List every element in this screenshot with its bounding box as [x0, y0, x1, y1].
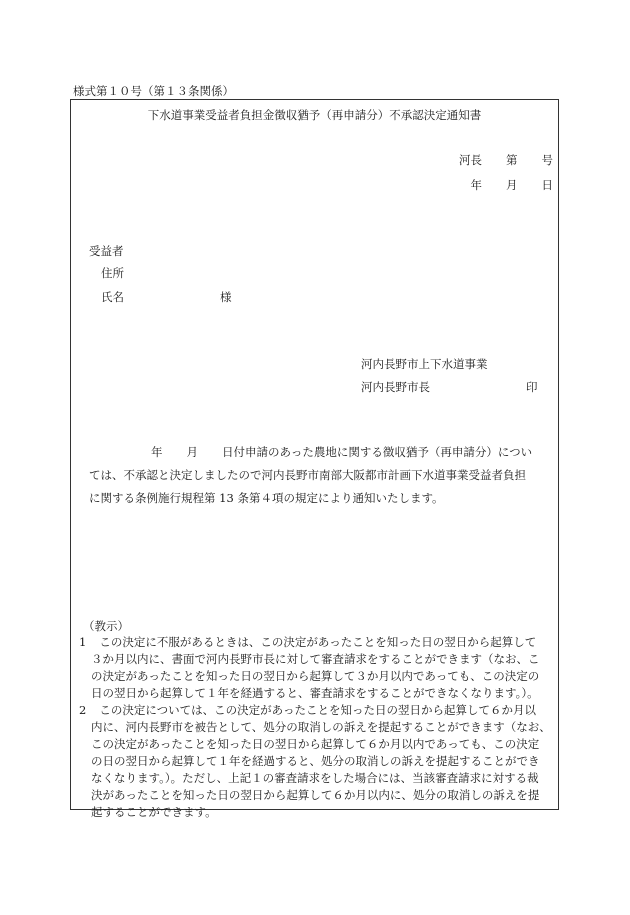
- body-text-line: に関する条例施行規程第 13 条第４項の規定により通知いたします。: [89, 491, 444, 505]
- issue-date-line: [471, 180, 554, 192]
- instruction-text-line: なくなります。）。ただし、上記１の審査請求をした場合には、当該審査請求に対する裁: [91, 771, 539, 785]
- doc-number-prefix: 河長: [459, 153, 482, 167]
- doc-number-line: [459, 155, 553, 167]
- doc-number-dai: 第: [506, 153, 518, 167]
- issue-date-month: 月: [506, 178, 518, 192]
- instruction-text-line: 起することができます。: [91, 805, 217, 819]
- instruction-text-line: 決があったことを知った日の翌日から起算して６か月以内に、処分の取消しの訴えを提: [91, 788, 540, 802]
- issuer-organization: 河内長野市上下水道事業: [361, 357, 488, 371]
- instruction-item-1: [79, 637, 536, 649]
- instruction-text-line: この決定に不服があるときは、この決定があったことを知った日の翌日から起算して: [99, 635, 537, 649]
- name-honorific: 様: [220, 290, 232, 304]
- instruction-text-line: この決定があったことを知った日の翌日から起算して６か月以内であっても、この決定: [91, 737, 540, 751]
- instruction-text-line: この決定については、この決定があったことを知った日の翌日から起算して６か月以: [99, 703, 536, 717]
- name-label: 氏名: [101, 290, 124, 304]
- body-text-line: ては、不承認と決定しましたので河内長野市南部大阪都市計画下水道事業受益者負担: [89, 468, 526, 482]
- issuer-mayor: 河内長野市長: [361, 380, 430, 394]
- instruction-item-number: 2: [79, 703, 87, 717]
- body-month: 月: [186, 445, 198, 459]
- instruction-text-line: の決定があったことを知った日の翌日から起算して３か月以内であっても、この決定の: [91, 669, 540, 683]
- instruction-text-line: 日の翌日から起算して１年を経過すると、審査請求をすることができなくなります。）。: [91, 686, 539, 700]
- instruction-heading: （教示）: [83, 619, 129, 633]
- document-title: 下水道事業受益者負担金徴収猶予（再申請分）不承認決定通知書: [147, 108, 482, 122]
- instruction-text-line: 内に、河内長野市を被告として、処分の取消しの訴えを提起することができます（なお、: [91, 720, 551, 734]
- notice-frame: [70, 99, 559, 819]
- form-number: 様式第１０号（第１３条関係）: [73, 84, 234, 98]
- instruction-text-line: の日の翌日から起算して１年を経過すると、処分の取消しの訴えを提起することができ: [91, 754, 540, 768]
- doc-number-go: 号: [541, 153, 553, 167]
- issue-date-year: 年: [470, 178, 482, 192]
- instruction-item-2: [79, 705, 536, 717]
- instruction-text-line: ３か月以内に、書面で河内長野市長に対して審査請求をすることができます（なお、こ: [91, 652, 540, 666]
- body-text-line: [89, 447, 532, 459]
- instruction-item-number: 1: [79, 635, 87, 649]
- issue-date-day: 日: [541, 178, 553, 192]
- body-line-1-text: 日付申請のあった農地に関する徴収猶予（再申請分）につい: [222, 445, 533, 459]
- seal-mark: 印: [526, 380, 538, 394]
- address-label: 住所: [101, 266, 124, 280]
- body-year: 年: [151, 445, 163, 459]
- recipient-label: 受益者: [89, 244, 124, 258]
